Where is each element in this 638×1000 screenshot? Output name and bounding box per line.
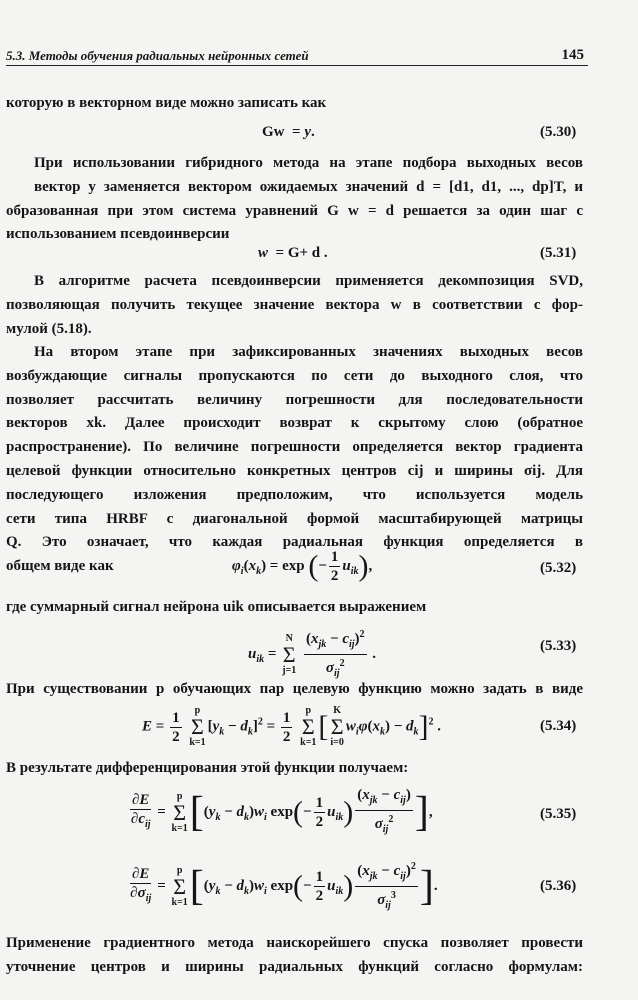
equation-number: (5.31)	[540, 245, 577, 261]
text-line: векторов xk. Далее происходит возврат к скрытому слою (обратное	[6, 415, 583, 432]
text-line: уточнение центров и ширины радиальных функций согласно формулам:	[6, 958, 583, 975]
equation-5-36	[0, 858, 638, 916]
text-line: общем виде как	[6, 558, 114, 575]
header-rule	[6, 65, 588, 66]
text-line: последующего изложения предположим, что используется модель	[6, 486, 583, 503]
equation-number: (5.30)	[540, 124, 577, 140]
text-line: где суммарный сигнал нейрона uik описывается выражением	[6, 599, 427, 615]
page-number: 145	[561, 47, 584, 63]
equation-5-34	[0, 704, 638, 754]
text-line: мулой (5.18).	[6, 320, 92, 337]
text-line: При использовании гибридного метода на этапе подбора выходных весов	[34, 155, 583, 171]
text-line: вектор y заменяется вектором ожидаемых значений d = [d1, d1, ..., dp]T, и	[34, 178, 583, 195]
equation-number: (5.32)	[540, 560, 577, 576]
paragraph-second-stage	[34, 341, 583, 365]
equation-body: $u_{ik} = N$ Σ j=1 $\frac{(x_{jk} - c_{ij})^2}{\sigma_{ij}^2}$ .	[248, 626, 376, 683]
paragraph-target-function	[6, 678, 583, 702]
text-line: В результате дифференцирования этой функции получаем:	[6, 760, 409, 776]
equation-body: $\frac{\partial E}{\partial c_{ij}}$ = p Σ $k=1[(y_k - d_k)w_i$ exp(− $\frac{1}{2}$ $u_{ik}$) $\frac{(x_{jk} - c_{ij})}{\sigma_{ij}^2}$ ],	[130, 787, 433, 836]
equation-body: w = G+ d .	[258, 245, 328, 261]
equation-body: E = $\frac{1}{2}$ p Σ $k=1[y_k - d_k]^2$ = $\frac{1}{2}$ p Σ k=1[ K Σ $i=0w_i\varphi(x_k) - d_k]^2$ .	[142, 705, 442, 748]
text-line: которую в векторном виде можно записать как	[6, 95, 327, 111]
equation-5-32	[0, 548, 638, 592]
eq-lhs: w	[258, 245, 269, 261]
equation-number: (5.36)	[540, 878, 577, 894]
paragraph-sum-signal	[6, 596, 583, 620]
equation-body: Gw = y.	[262, 124, 315, 140]
equation-5-33	[0, 624, 638, 679]
text-line: образованная при этом система уравнений G w = d решается за один шаг с	[6, 202, 583, 219]
equation-5-35	[0, 786, 638, 844]
eq-rhs: y	[304, 124, 311, 140]
text-line: возбуждающие сигналы пропускаются по сети до выходного слоя, что	[6, 367, 583, 384]
equation-number: (5.35)	[540, 806, 577, 822]
text-line: позволяет рассчитать величину погрешности для последовательности	[6, 391, 583, 408]
text-line: позволяющая получить текущее значение вектора w в соответствии с фор-	[6, 296, 583, 313]
text-line: При существовании p обучающих пар целевую функцию можно задать в виде	[6, 681, 583, 697]
text-line: На втором этапе при зафиксированных значениях выходных весов	[34, 344, 583, 360]
running-header	[6, 46, 586, 66]
equation-5-31	[0, 240, 638, 274]
header-title: 5.3. Методы обучения радиальных нейронных сетей	[6, 48, 309, 63]
equation-number: (5.33)	[540, 638, 577, 654]
text-line: Применение градиентного метода наискорейшего спуска позволяет провести	[6, 935, 583, 951]
paragraph-second-stage-cont	[6, 365, 583, 579]
paragraph-intro	[6, 92, 583, 116]
paragraph-gradient-method	[6, 932, 583, 980]
equation-5-30	[0, 120, 638, 154]
text-line: целевой функции относительно конкретных центров cij и ширины σij. Для	[6, 462, 583, 479]
eq-rhs: G+ d	[287, 245, 321, 261]
paragraph-svd-cont	[6, 294, 583, 342]
equation-number: (5.34)	[540, 718, 577, 734]
text-line: Q. Это означает, что каждая радиальная функция определяется в	[6, 534, 583, 551]
eq-lhs: Gw	[262, 124, 285, 140]
equation-body: $\varphi_i(x_k) = \exp$ (− $\frac{1}{2}$ $u_{ik}$),	[232, 549, 373, 584]
text-line: В алгоритме расчета псевдоинверсии применяется декомпозиция SVD,	[34, 273, 583, 289]
text-line: использованием псевдоинверсии	[6, 226, 230, 243]
paragraph-differentiation	[6, 757, 583, 781]
text-line: сети типа HRBF с диагональной формой масштабирующей матрицы	[6, 510, 583, 527]
text-line: распространение). По величине погрешности определяется вектор градиента	[6, 439, 583, 456]
paragraph-svd	[34, 270, 583, 294]
paragraph-hybrid	[34, 152, 583, 200]
equation-body: $\frac{\partial E}{\partial\sigma_{ij}}$ = p Σ $k=1[(y_k - d_k)w_i$ exp(− $\frac{1}{2}$ $u_{ik}$) $\frac{(x_{jk} - c_{ij})^2}{\sigma_{ij}^3}$ ].	[128, 858, 438, 915]
